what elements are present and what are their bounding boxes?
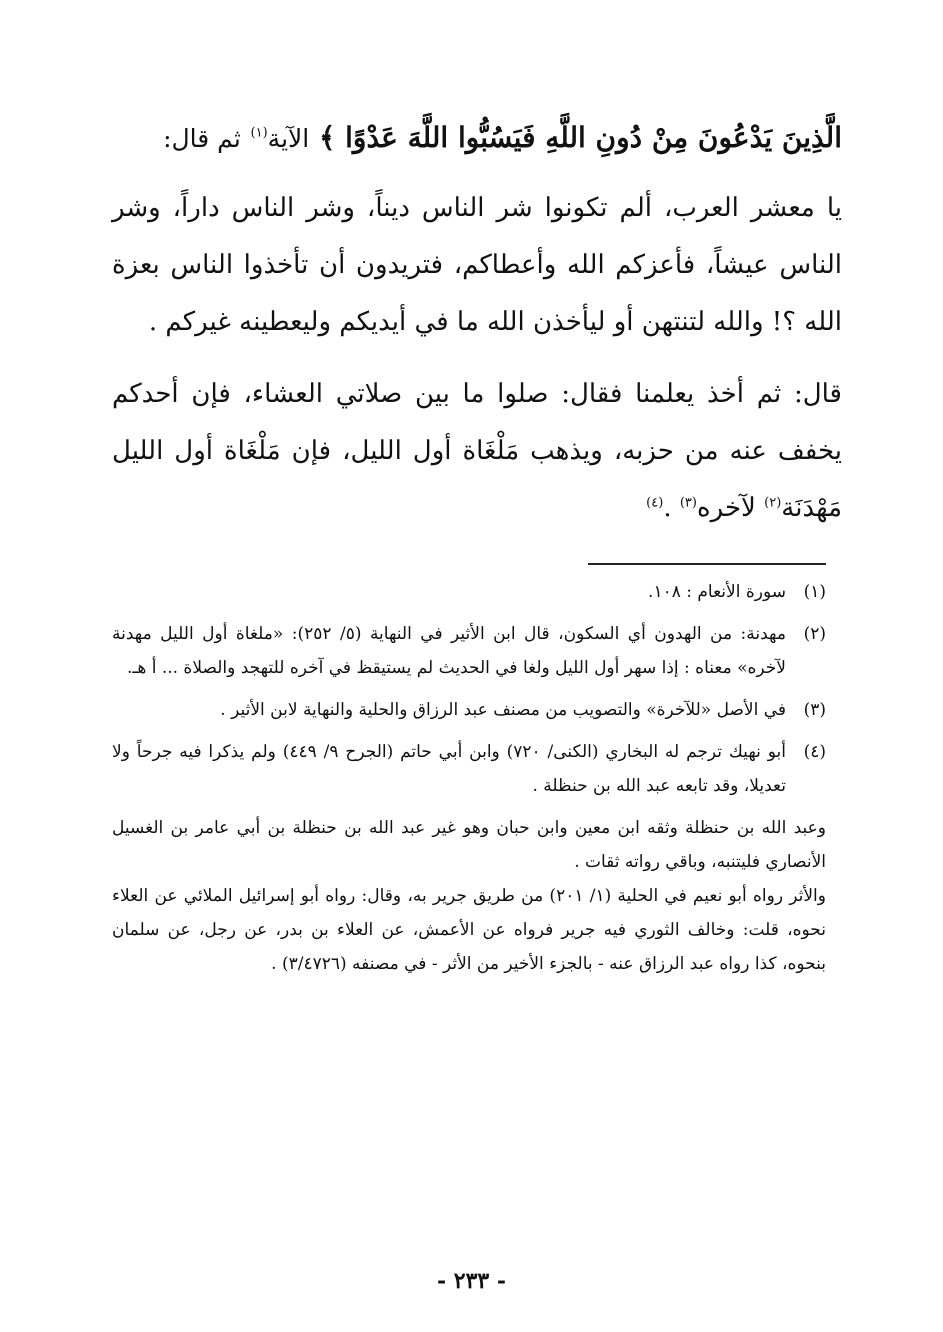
footnotes bbox=[112, 575, 826, 981]
footnote-number: (٢) bbox=[803, 624, 826, 644]
footnote-ref-2: (٢) bbox=[764, 495, 782, 511]
verse-marker: الآية bbox=[267, 124, 310, 153]
verse-tail: ثم قال: bbox=[163, 124, 241, 153]
footnote-divider bbox=[588, 563, 826, 565]
footnote-number: (٤) bbox=[803, 742, 826, 762]
quran-text: الَّذِينَ يَدْعُونَ مِنْ دُونِ اللَّهِ فَيَسُبُّوا اللَّهَ عَدْوًا ﴾ bbox=[319, 121, 842, 154]
page-number: - ٢٣٣ - bbox=[436, 1268, 507, 1294]
footnote-text: مهدنة: من الهدون أي السكون، قال ابن الأثير في النهاية (٥/ ٢٥٢): «ملغاة أول الليل مهدنة لآخره» معناه : إذا سهر أول الليل ولغا في الحديث لم يستيقظ في آخره للتهجد والصلاة ... أ هـ. bbox=[112, 624, 786, 678]
footnote-4 bbox=[112, 735, 826, 803]
footnote-text: سورة الأنعام : ١٠٨. bbox=[648, 582, 786, 602]
paragraph-2-end: . bbox=[663, 493, 680, 523]
paragraph-2-word: لآخره bbox=[696, 493, 756, 523]
footnote-text: أبو نهيك ترجم له البخاري (الكنى/ ٧٢٠) وابن أبي حاتم (الجرح ٩/ ٤٤٩) ولم يذكرا فيه جرحاً ولا تعديلا، وقد تابعه عبد الله بن حنظلة . bbox=[112, 742, 786, 796]
footnote-1 bbox=[112, 575, 826, 609]
footnote-4-continuation-1: وعبد الله بن حنظلة وثقه ابن معين وابن حبان وهو غير عبد الله بن حنظلة بن أبي عامر بن الغسيل الأنصاري فليتنبه، وباقي رواته ثقات . bbox=[112, 818, 826, 872]
paragraph-1: يا معشر العرب، ألم تكونوا شر الناس ديناً، وشر الناس داراً، وشر الناس عيشاً، فأعزكم الله وأعطاكم، فتريدون أن تأخذوا الناس بعزة الله ؟! والله لتنتهن أو ليأخذن الله ما في أيديكم وليعطينه غيركم . bbox=[112, 193, 842, 337]
footnote-number: (٣) bbox=[803, 700, 826, 720]
footnote-text: في الأصل «للآخرة» والتصويب من مصنف عبد الرزاق والحلية والنهاية لابن الأثير . bbox=[220, 700, 786, 720]
footnote-ref-1: (١) bbox=[250, 125, 268, 141]
paragraph-2-text: قال: ثم أخذ يعلمنا فقال: صلوا ما بين صلاتي العشاء، فإن أحدكم يخفف عنه من حزبه، ويذهب مَلْغَاة أول الليل، فإن مَلْغَاة أول الليل مَهْدَنَة bbox=[112, 379, 842, 523]
footnote-ref-3: (٣) bbox=[679, 495, 697, 511]
footnote-3 bbox=[112, 693, 826, 727]
footnote-4-continuation-2: والأثر رواه أبو نعيم في الحلية (١/ ٢٠١) من طريق جرير به، وقال: رواه أبو إسرائيل الملائي عن العلاء نحوه، قلت: وخالف الثوري فيه جرير فرواه عن الأعمش، عن العلاء بن بدر، عن رجل، عن سلمان بنحوه، كذا رواه عبد الرزاق عنه - بالجزء الأخير من الأثر - في مصنفه (٣/٤٧٢٦) . bbox=[112, 886, 826, 974]
footnote-ref-4: (٤) bbox=[646, 495, 664, 511]
quran-verse-line bbox=[112, 112, 842, 165]
footnote-number: (١) bbox=[803, 582, 826, 602]
footnote-2 bbox=[112, 617, 826, 685]
paragraph-2 bbox=[112, 366, 842, 537]
